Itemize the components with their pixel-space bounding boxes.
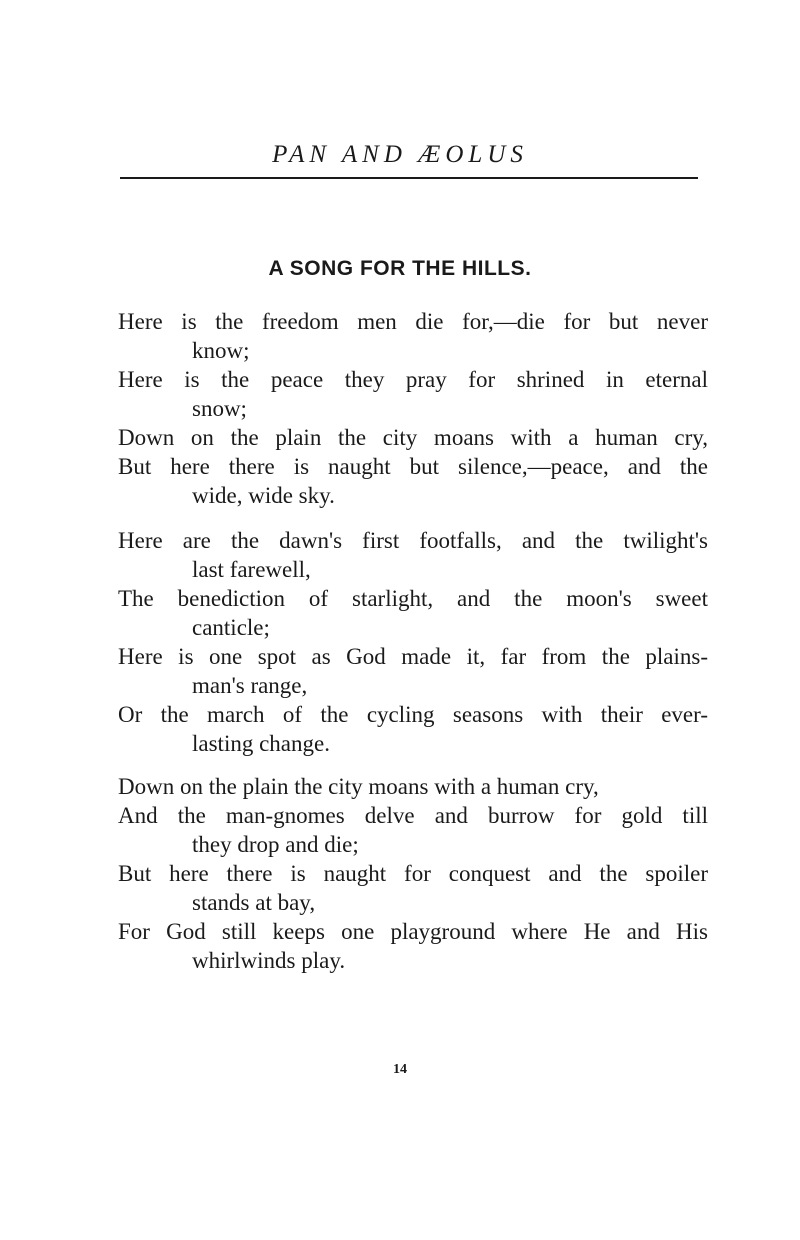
- poem-line-continuation: lasting change.: [192, 731, 330, 756]
- running-head: PAN AND ÆOLUS: [272, 141, 528, 168]
- header-rule: [120, 177, 698, 179]
- poem-line-continuation: stands at bay,: [192, 890, 316, 915]
- page-number: 14: [393, 1062, 407, 1077]
- poem-line-continuation: snow;: [192, 396, 247, 421]
- poem-line: Here is one spot as God made it, far from the plains-: [118, 644, 708, 669]
- poem-line-continuation: last farewell,: [192, 557, 311, 582]
- poem-line: Down on the plain the city moans with a human cry,: [118, 774, 599, 799]
- poem-line-continuation: wide, wide sky.: [192, 483, 335, 508]
- poem-line: For God still keeps one playground where He and His: [118, 919, 708, 944]
- poem-line: Here is the peace they pray for shrined in eternal: [118, 367, 708, 392]
- poem-line-continuation: whirlwinds play.: [192, 948, 346, 973]
- poem-line: Down on the plain the city moans with a human cry,: [118, 425, 708, 450]
- poem-line-continuation: they drop and die;: [192, 832, 359, 857]
- poem-line: And the man-gnomes delve and burrow for gold till: [118, 803, 708, 828]
- stanza-3: [118, 772, 708, 975]
- stanza-2: [118, 526, 708, 758]
- poem-line: Here are the dawn's first footfalls, and the twilight's: [118, 528, 708, 553]
- poem-title: A SONG FOR THE HILLS.: [268, 257, 532, 280]
- poem-line: But here there is naught but silence,—peace, and the: [118, 454, 708, 479]
- poem-line: Here is the freedom men die for,—die for but never: [118, 309, 708, 334]
- poem-line: Or the march of the cycling seasons with their ever-: [118, 702, 708, 727]
- poem-line-continuation: man's range,: [192, 673, 308, 698]
- poem-line: The benediction of starlight, and the moon's sweet: [118, 586, 708, 611]
- stanza-1: [118, 307, 708, 510]
- poem-line: But here there is naught for conquest and the spoiler: [118, 861, 708, 886]
- poem-line-continuation: canticle;: [192, 615, 270, 640]
- poem-line-continuation: know;: [192, 338, 250, 363]
